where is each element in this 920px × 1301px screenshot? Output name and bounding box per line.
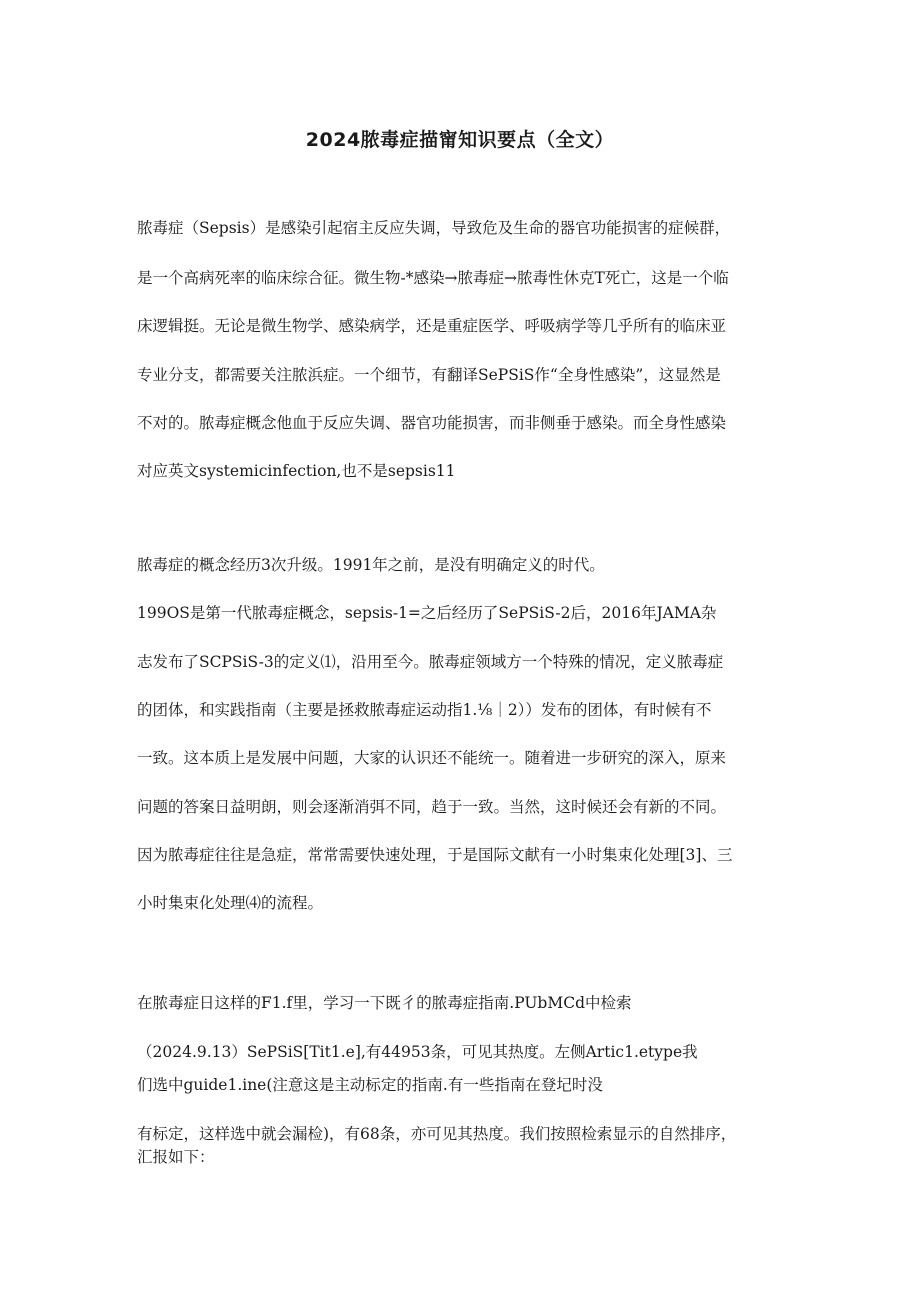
paragraph-1-line-3: 床逻辑挺。无论是微生物学、感染病学，还是重症医学、呼吸病学等几乎所有的临床亚	[137, 317, 727, 335]
paragraph-2-line-3: 志发布了SCPSiS-3的定义⑴，沿用至今。脓毒症领域方一个特殊的情况，定义脓毒症	[137, 653, 724, 671]
paragraph-1-line-1: 脓毒症（Sepsis）是感染引起宿主反应失调，导致危及生命的器官功能损害的症候群，	[137, 219, 731, 237]
paragraph-3-line-5: 汇报如下：	[137, 1148, 215, 1166]
paragraph-2-line-4: 的团体，和实践指南（主要是拯救脓毒症运动指1.⅛｜2））发布的团体，有时候有不	[137, 701, 712, 719]
paragraph-2-line-5: 一致。这本质上是发展中问题，大家的认识还不能统一。随着进一步研究的深入，原来	[137, 749, 727, 767]
paragraph-2-line-8: 小时集束化处理⑷的流程。	[137, 894, 324, 912]
paragraph-3-line-2: （2024.9.13）SePSiS[Tit1.e],有44953条，可见其热度。左侧Artic1.etype我	[137, 1043, 698, 1061]
paragraph-2-line-6: 问题的答案日益明朗，则会逐渐消弭不同，趋于一致。当然，这时候还会有新的不同。	[137, 798, 727, 816]
paragraph-3-line-4: 有标定，这样选中就会漏检)，有68条，亦可见其热度。我们按照检索显示的自然排序，	[137, 1125, 737, 1143]
paragraph-3-line-3: 们选中guide1.ine(注意这是主动标定的指南.有一些指南在登圮时没	[137, 1076, 603, 1094]
paragraph-1-line-4: 专业分支，都需要关注脓浜症。一个细节，有翻译SePSiS作“全身性感染”，这显然是	[137, 366, 721, 384]
paragraph-1-line-2: 是一个高病死率的临床综合征。微生物-*感染→脓毒症→脓毒性休克T死亡，这是一个临	[137, 269, 729, 287]
paragraph-2-line-1: 脓毒症的概念经历3次升级。1991年之前，是没有明确定义的时代。	[137, 556, 605, 574]
document-title: 2024脓毒症描甯知识要点（全文）	[305, 129, 615, 151]
paragraph-1-line-5: 不对的。脓毒症概念他血于反应失调、器官功能损害，而非侧垂于感染。而全身性感染	[137, 414, 727, 432]
paragraph-2-line-7: 因为脓毒症往往是急症，常常需要快速处理，于是国际文献有一小时集束化处理[3]、三	[137, 846, 733, 864]
paragraph-2-line-2: 199OS是第一代脓毒症概念，sepsis-1=之后经历了SePSiS-2后，2016年JAMA杂	[137, 604, 717, 622]
paragraph-3-line-1: 在脓毒症日这样的F1.f里，学习一下既彳的脓毒症指南.PUbMCd中检索	[137, 994, 632, 1012]
paragraph-1-line-6: 对应英文systemicinfection,也不是sepsis11	[137, 462, 456, 480]
